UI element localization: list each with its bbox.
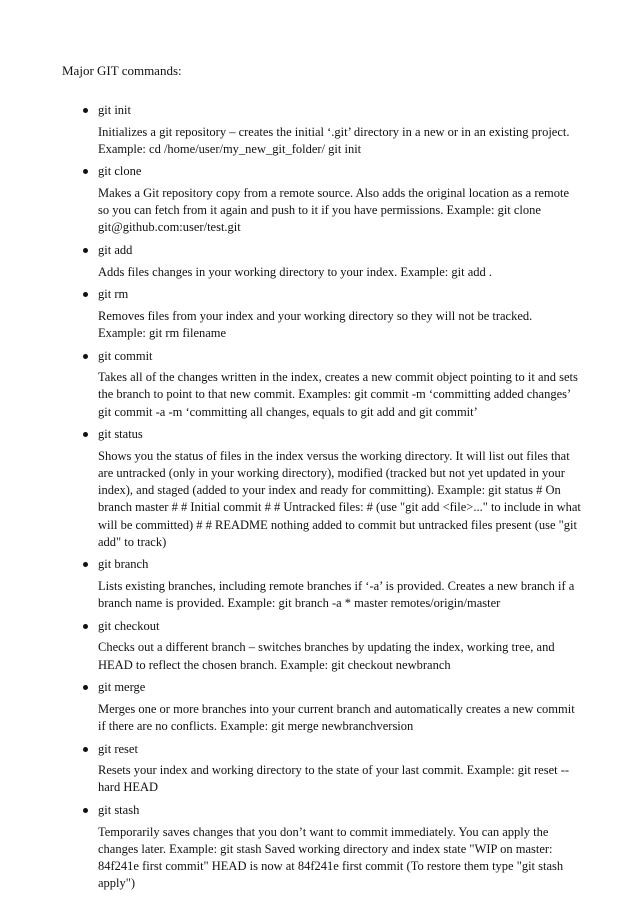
bullet-icon [83,108,88,113]
command-item [62,286,582,342]
bullet-icon [83,624,88,629]
command-item [62,163,582,236]
bullet-icon [83,169,88,174]
command-description: Lists existing branches, including remote branches if ‘-a’ is provided. Creates a new branch if a branch name is provided. Example: git branch -a * master remotes/origin/master [98,578,575,611]
command-description: Resets your index and working directory to the state of your last commit. Example: git reset --hard HEAD [98,763,570,795]
command-name: git stash [98,803,140,818]
bullet-icon [83,432,88,437]
command-name: git reset [98,741,138,756]
command-item [62,348,582,421]
command-list [62,102,582,898]
command-name: git branch [98,557,149,572]
command-item [62,802,582,892]
command-item [62,242,582,281]
bullet-icon [83,292,88,297]
command-description: Removes files from your index and your working directory so they will not be tracked. Example: git rm filename [98,308,533,340]
command-item [62,618,582,674]
command-description: Initializes a git repository – creates the initial ‘.git’ directory in a new or in an existing project. Example: cd /home/user/my_new_git_folder/ git init [98,124,570,156]
command-item [62,102,582,158]
command-name: git init [98,103,131,117]
bullet-icon [83,354,88,359]
command-name: git status [98,427,143,442]
command-description: Shows you the status of files in the index versus the working directory. It will list out files that are untracked (only in your working directory), modified (tracked but not yet updated in your index), and staged (added to your index and ready for committing). Example: git status # On branch master # # Initial commit # # Untracked files: # (use "git add <file>..." to include in what will be committed) # # README nothing added to commit but untracked files present (use "git add" to track) [98,448,581,549]
document-heading: Major GIT commands: [62,63,182,78]
command-name: git clone [98,164,142,179]
command-description: Merges one or more branches into your current branch and automatically creates a new commit if there are no conflicts. Example: git merge newbranchversion [98,701,575,733]
command-description: Makes a Git repository copy from a remote source. Also adds the original location as a remote so you can fetch from it again and push to it if you have permissions. Example: git clone git@github.com:user/test.git [98,185,570,235]
command-item [62,741,582,797]
command-item [62,426,582,551]
bullet-icon [83,685,88,690]
bullet-icon [83,248,88,253]
command-name: git merge [98,680,146,695]
command-item [62,679,582,735]
bullet-icon [83,747,88,752]
command-description: Temporarily saves changes that you don’t want to commit immediately. You can apply the changes later. Example: git stash Saved working directory and index state "WIP on master: 84f241e first commit" HEAD is now at 84f241e first commit (To restore them type "git stash apply") [98,824,564,891]
command-item [62,556,582,612]
bullet-icon [83,562,88,567]
command-name: git rm [98,287,129,302]
command-description: Checks out a different branch – switches branches by updating the index, working tree, and HEAD to reflect the chosen branch. Example: git checkout newbranch [98,640,555,672]
command-name: git commit [98,348,153,363]
command-description: Adds files changes in your working directory to your index. Example: git add . [98,264,493,279]
command-name: git add [98,243,133,258]
command-name: git checkout [98,618,160,633]
bullet-icon [83,808,88,813]
command-description: Takes all of the changes written in the index, creates a new commit object pointing to it and sets the branch to point to that new commit. Examples: git commit -m ‘committing added changes’ git commit -a -m ‘committing all changes, equals to git add and git commit’ [98,370,578,419]
